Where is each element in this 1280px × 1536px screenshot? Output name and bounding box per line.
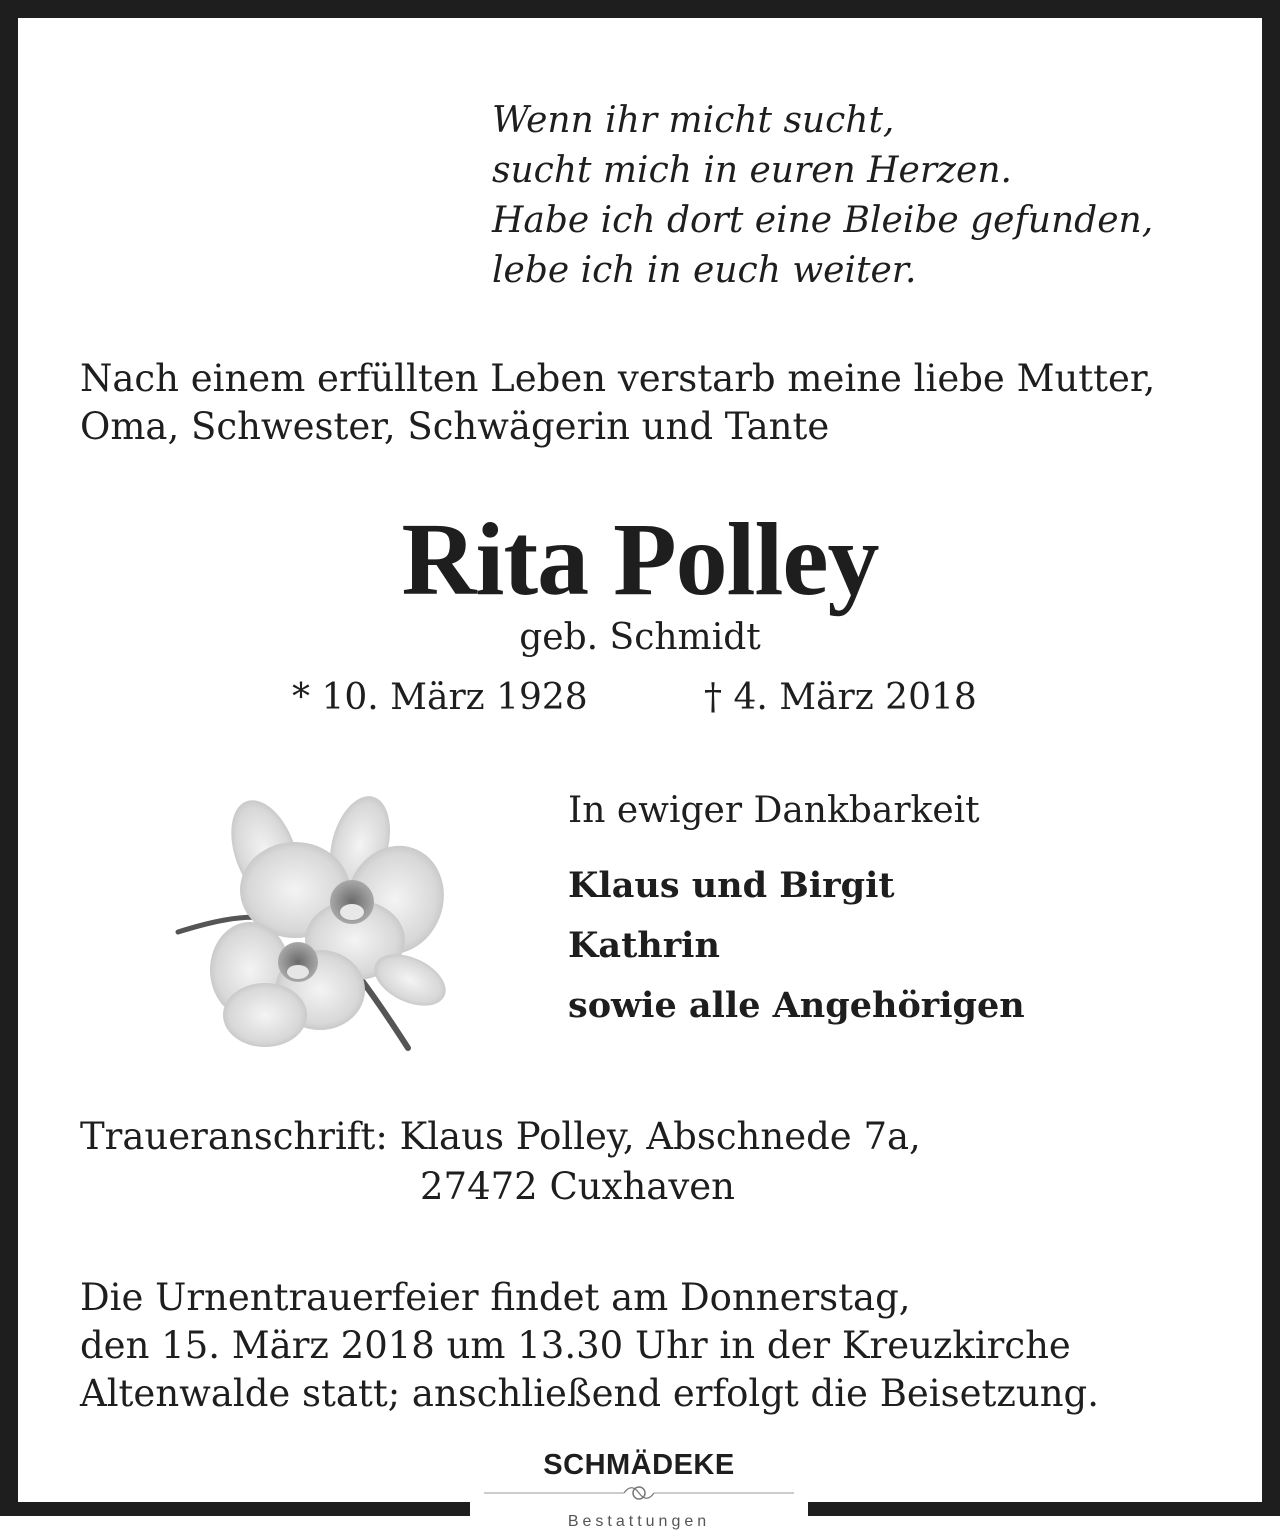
address-line: Traueranschrift: Klaus Polley, Abschnede 7a, <box>80 1115 921 1158</box>
birth-date: * 10. März 1928 <box>292 677 588 718</box>
mourner-name: Kathrin <box>568 925 720 966</box>
ceremony-line: den 15. März 2018 um 13.30 Uhr in der Kreuzkirche <box>80 1324 1071 1367</box>
ceremony-line: Altenwalde statt; anschließend erfolgt die Beisetzung. <box>80 1372 1099 1415</box>
address-line: 27472 Cuxhaven <box>420 1165 735 1208</box>
border-bottom-right <box>808 1502 1280 1516</box>
funeral-home-name: SCHMÄDEKE <box>543 1449 735 1481</box>
memorial-poem <box>492 96 1153 296</box>
border-left <box>0 0 18 1516</box>
mourners-list <box>568 856 1025 1036</box>
gratitude-line: In ewiger Dankbarkeit <box>568 790 980 831</box>
intro-line: Oma, Schwester, Schwägerin und Tante <box>80 405 830 448</box>
border-top <box>0 0 1280 18</box>
orchid-flower-icon <box>170 790 460 1060</box>
poem-line: Habe ich dort eine Bleibe gefunden, <box>492 200 1154 241</box>
mourner-name: sowie alle Angehörigen <box>568 985 1025 1026</box>
death-date: † 4. März 2018 <box>704 677 977 718</box>
ceremony-line: Die Urnentrauerfeier findet am Donnerstag, <box>80 1276 911 1319</box>
maiden-name: geb. Schmidt <box>519 617 761 658</box>
mourner-name: Klaus und Birgit <box>568 865 895 906</box>
border-bottom-left <box>0 1502 470 1516</box>
border-right <box>1262 0 1280 1516</box>
funeral-home-subtitle: Bestattungen <box>567 1513 711 1530</box>
poem-line: lebe ich in euch weiter. <box>492 250 917 291</box>
ceremony-info <box>80 1274 1099 1418</box>
mourning-address <box>80 1112 921 1212</box>
poem-line: Wenn ihr micht sucht, <box>492 100 895 141</box>
deceased-name: Rita Polley <box>401 502 879 617</box>
funeral-home-logo <box>470 1440 808 1536</box>
poem-line: sucht mich in euren Herzen. <box>492 150 1012 191</box>
announcement-intro <box>80 355 1155 451</box>
intro-line: Nach einem erfüllten Leben verstarb meine liebe Mutter, <box>80 357 1156 400</box>
ornament-divider-icon <box>470 1482 808 1504</box>
